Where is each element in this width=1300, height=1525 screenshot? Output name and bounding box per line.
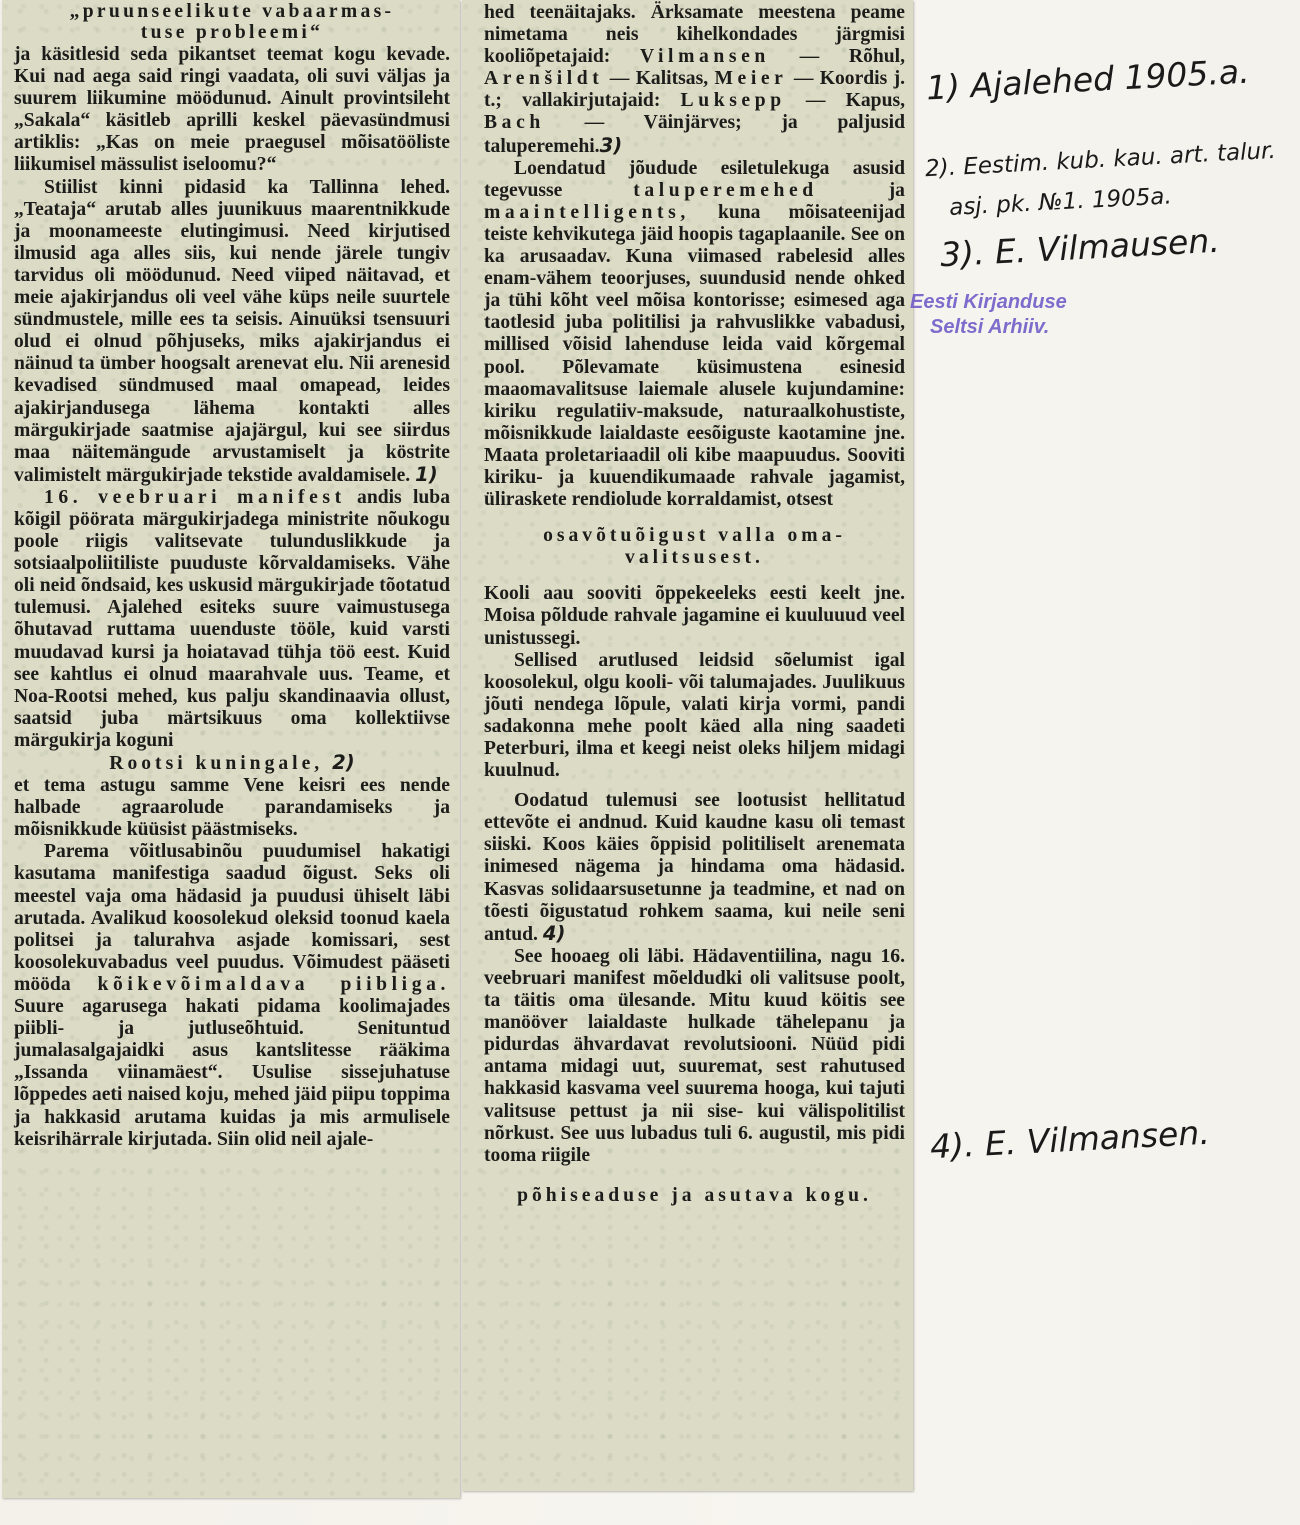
right-p1-c: — Kalitsas,: [609, 68, 709, 90]
right-p1-a: hed teenäitajaks. Ärksamate meestena peame nimetama neis kihelkondades järgmisi kooliõpetajaid:: [484, 2, 905, 68]
left-paragraph-5b: Suure agarusega hakati pidama koolimajades piibli- ja jutluseõhtuid. Senituntud jumalasalgajaidki asus kantslitesse rääkima „Issanda viinamäest“. Usulise sissejuhatuse lõppedes aeti naised koju, mehed jäid piipu toppima ja hakkasid arutama kuidas ja mis armulisele keisrihärrale kirjutada. Siin olid neil ajale-: [14, 996, 450, 1150]
newspaper-clipping-left: [2, 0, 460, 1498]
left-paragraph-4: et tema astugu samme Vene keisri ees nende halbade agraarolude parandamiseks ja mõisnikkude küüsist päästmiseks.: [14, 775, 450, 841]
right-p2-b: ja: [888, 179, 905, 201]
right-paragraph-3: Kooli aau sooviti õppekeeleks eesti keelt jne. Moisa põldude rahvale jagamine ei kuuluuud veel unistussegi.: [484, 583, 905, 649]
right-p1-f: — Väinjärves; ja paljusid taluperemehi.: [484, 112, 906, 157]
right-p1-b: — Rõhul,: [799, 46, 906, 68]
archive-stamp: [910, 290, 1067, 340]
right-p5-text: Oodatud tulemusi see lootusist hellitatud ettevõte ei andnud. Kuid kaudne kasu oli temast siiski. Koos käies õppisid politiliselt arenemata inimesed nägema ja hindama oma hädasid. Kasvas solidaarsusetunne ja teadmine, et nad on tõesti õigustatud rohkem saama, kui neile seni antud.: [484, 790, 905, 945]
gap: [484, 782, 905, 790]
article-title-line1: „pruunseelikute vabaarmas-: [69, 1, 395, 22]
archive-stamp-line2: Seltsi Arhiiv.: [930, 316, 1050, 338]
left-paragraph-3-text: andis luba kõigil pöörata märgukirjadega ministrite nõukogu poole riigis valitsevate tulunduslikkude ja sotsiaalpoliitiliste puuduste kõrvaldamiseks. Vähe oli neid õndsaid, kes uskusid märgukirjade tõotatud tulemusi. Ajalehed esiteks suure vaimustusega õhutavad ruttama uuenduste tööle, kuid varsti muudavad kursi ja hoiatavad tühja töö eest. Kuid see kahtlus ei olnud maarahvale uus. Teame, et Noa-Rootsi mehed, kus palju skandinaavia ollust, saatsid juba märtsikuus oma kollektiivse märgukirja koguni: [14, 486, 450, 751]
right-p1-d: — Koordis j. t.; vallakirjutajaid:: [484, 68, 905, 112]
margin-note-4: 4). E. Vilmansen.: [929, 1112, 1211, 1167]
margin-note-2-line1: 2). Eestim. kub. kau. art. talur.: [924, 137, 1277, 183]
right-paragraph-6: See hooaeg oli läbi. Hädaventiilina, nagu 16. veebruari manifest mõeldudki oli valitsuse poolt, ta täitis oma ülesande. Mitu kuud köitis see manööver laialdaste hulkade tähelepanu ja pidurdas ähvardavat revolutsiooni. Nüüd pidi antama midagi uut, suuremat, sest rahutused hakkasid kasvama veel suurema hooga, kui tajuti valitsuse pettust ja nii sise- kui välispolitilist nõrkust. See uus lubadus tuli 6. augustil, mis pidi tooma riigile: [484, 945, 905, 1166]
left-paragraph-5a: Parema võitlusabinõu puudumisel hakatigi kasutama manifestiga saadud õigust. Seks oli meestel vaja oma hädasid ja puudusi ühiselt läbi arutada. Avalikud koosolekud oleksid toonud kaela politsei ja talurahva asjade komissari, sest koosolekuvabadus veel puudus. Võimudest pääseti mööda: [14, 841, 450, 995]
gap: [484, 1167, 905, 1185]
footnote-mark-3: 3): [599, 133, 623, 157]
bible-spaced-text: kõikevõimaldava piibliga.: [97, 973, 450, 995]
footnote-mark-2: 2): [332, 751, 355, 774]
name-luksepp: Luksepp: [680, 90, 786, 112]
right-paragraph-5: [484, 790, 905, 946]
right-paragraph-2: [484, 158, 905, 512]
last-line: põhiseaduse ja asutava kogu.: [517, 1184, 872, 1206]
name-bach: Bach: [484, 112, 545, 134]
margin-note-3: 3). E. Vilmausen.: [939, 220, 1221, 275]
center-line-osavotu-1: osavõtuõigust valla oma-: [543, 525, 846, 547]
footnote-mark-4: 4): [542, 921, 566, 945]
footnote-mark-1: 1): [415, 462, 438, 486]
right-paragraph-4: Sellised arutlused leidsid sõelumist igal koosolekul, olgu kooli- või talumajades. Juulikuus jõuti nendega lõpule, valati kirja vormi, pandi sadakonna mehe poolt käed alla ning saadeti Peterburi, ilma et keegi neist oleks hiljem midagi kuulnud.: [484, 649, 905, 782]
article-title-line2: tuse probleemi“: [140, 22, 324, 43]
gap: [484, 569, 905, 583]
word-taluperemehed: taluperemehed: [633, 179, 818, 201]
left-paragraph-3: [14, 487, 450, 752]
right-p1-e: — Kapus,: [805, 90, 905, 112]
center-line-rootsi-text: Rootsi kuningale,: [109, 753, 324, 774]
left-paragraph-5: [14, 841, 450, 1150]
gap: [484, 511, 905, 525]
name-meier: Meier: [714, 68, 788, 90]
newspaper-clipping-right: [462, 0, 913, 1491]
right-paragraph-1: [484, 2, 905, 158]
left-paragraph-1: ja käsitlesid seda pikantset teemat kogu kevade. Kui nad aega said ringi vaadata, oli suvi väljas ja suurem liikumine möödunud. Ainult provintsileht „Sakala“ käsitleb aprilli keskel päevasündmusi artiklis: „Kas on meie praegusel mõisatööliste liikumisel mässulist iseloomu?“: [14, 44, 450, 176]
name-vilmansen: Vilmansen: [639, 46, 770, 68]
left-paragraph-2-text: Stiilist kinni pidasid ka Tallinna lehed. „Teataja“ arutab alles juunikuus maarentnikkude ja moonameeste elutingimusi. Need kirjutised ilmusid aga alles siis, kui nende järele tungiv tarvidus oli möödunud. Need viiped näitavad, et meie ajakirjandus oli veel vähe küps neile suurtele sündmustele, mille ees ta seisis. Ainuüksi tsensuuri olud ei olnud põhjuseks, miks ajakirjandus ei näinud ta ümber hoogsalt arenevat elu. Nii arenesid kevadised sündmused maal omapead, leides ajakirjandusega lähema kontakti alles märgukirjade saatmise ajajärgul, kui see siirdus maa näitemängude arvustamiselt ja köstrite valimistelt märgukirjade tekstide avaldamisele.: [14, 176, 450, 486]
center-line-osavotu-2: valitsusest.: [625, 547, 764, 569]
name-arenshildt: Arenšildt: [484, 68, 604, 90]
margin-note-1: 1) Ajalehed 1905.a.: [925, 51, 1251, 108]
manifest-heading: 16. veebruari manifest: [44, 486, 346, 508]
archive-stamp-line1: Eesti Kirjanduse: [910, 291, 1067, 313]
center-line-rootsi: [14, 752, 450, 775]
margin-note-2-line2: asj. pk. №1. 1905a.: [948, 183, 1173, 221]
right-p2-a: Loendatud jõudude esiletulekuga asusid tegevusse: [484, 157, 905, 201]
word-maaintelligents: maaintelligents,: [484, 201, 690, 223]
left-paragraph-2: [14, 177, 450, 487]
right-p2-c: kuna mõisateenijad teiste kehvikutega jäid hoopis tagaplaanile. See on ka arusaadav. Kuna viimased rabelesid alles enam-vähem teoorjuses, suundusid nende ohked ja tühi kõht veel mõisa kontorisse; esimesed aga taotlesid juba politilisi ja rahvuslikke vabadusi, millised võisid lahenduse leida vaid kõrgemal pool. Põlevamate küsimustena esinesid maaomavalitsuse laiemale alusele kujundamine: kiriku regulatiiv-maksude, naturaalkohustiste, mõisnikkude laialdaste eesõiguste kaotamine jne. Maata proletariaadil oli kibe maapuudus. Sooviti kiriku- ja kuuendikumaade rahvale jagamist, üliraskete rendiolude korraldamist, otsest: [484, 201, 905, 511]
